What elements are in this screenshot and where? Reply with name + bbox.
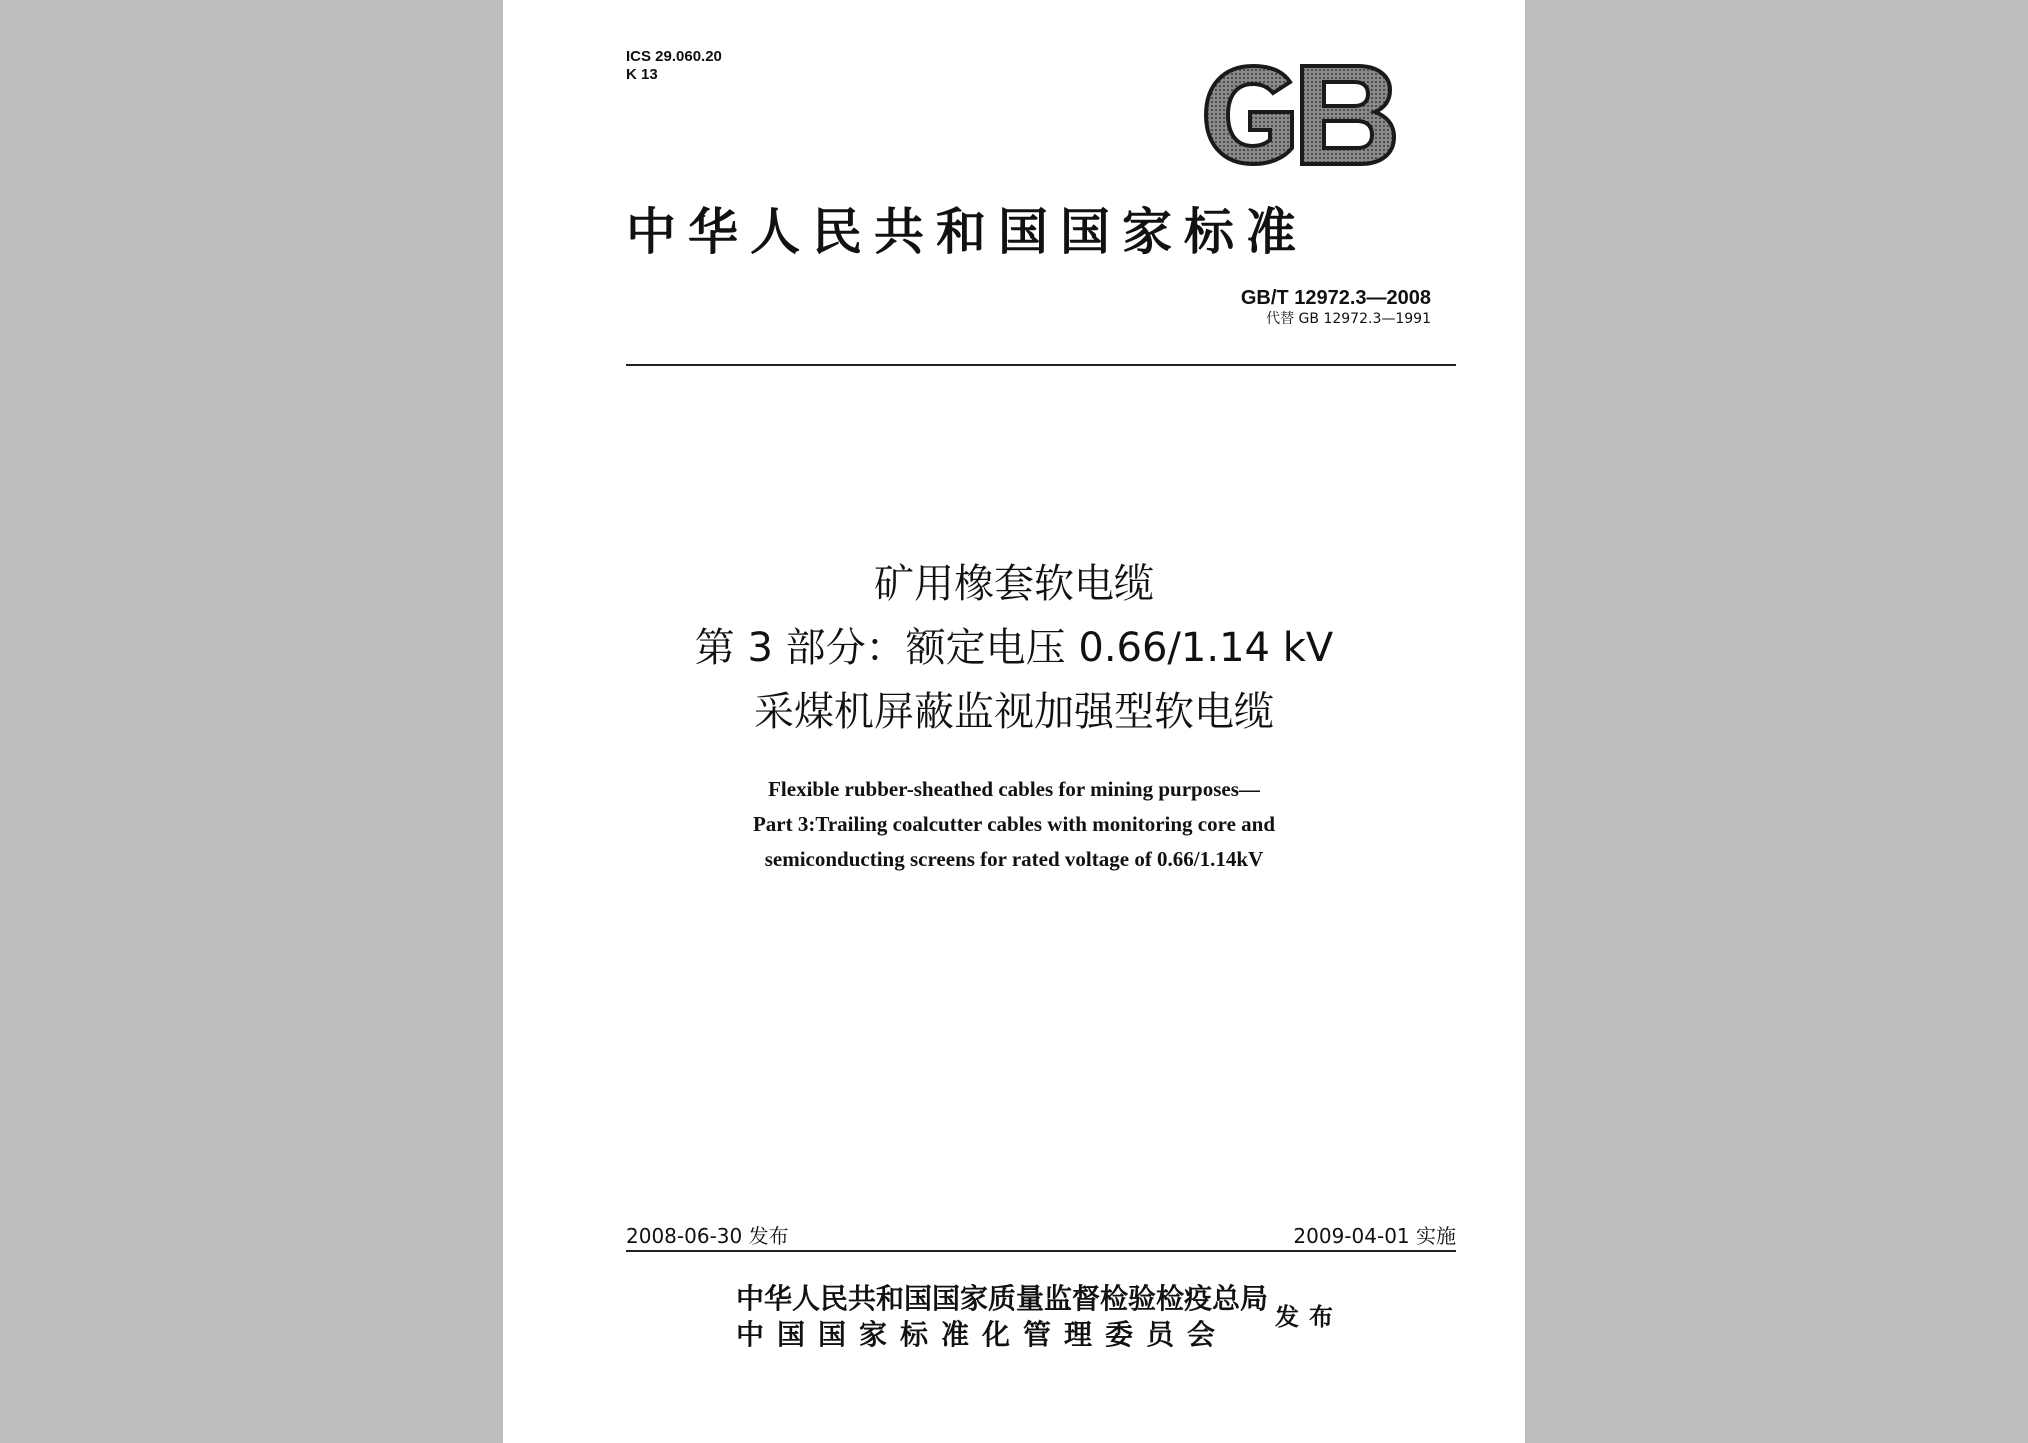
national-standard-title: 中华人民共和国国家标准 bbox=[626, 203, 1308, 261]
title-en-line2: Part 3:Trailing coalcutter cables with monitoring core and bbox=[752, 812, 1276, 836]
title-en-line3: semiconducting screens for rated voltage of 0.66/1.14kV bbox=[764, 847, 1264, 871]
title-english bbox=[503, 772, 1525, 877]
ics-code: ICS 29.060.20 bbox=[626, 48, 722, 65]
implementation-date: 2009-04-01 实施 bbox=[1293, 1224, 1456, 1248]
issuer-aqsiq: 中华人民共和国国家质量监督检验检疫总局 bbox=[736, 1282, 1269, 1315]
title-chinese bbox=[503, 552, 1525, 744]
publish-label: 发布 bbox=[1275, 1303, 1343, 1331]
issue-date: 2008-06-30 发布 bbox=[626, 1224, 789, 1248]
gb-logo bbox=[1198, 60, 1398, 170]
classification-codes bbox=[626, 48, 722, 84]
title-cn-line2: 第 3 部分：额定电压 0.66/1.14 kV bbox=[694, 625, 1334, 671]
issuer-sac: 中国国家标准化管理委员会 bbox=[736, 1318, 1229, 1351]
title-en-line1: Flexible rubber-sheathed cables for mining purposes— bbox=[768, 777, 1260, 801]
class-code: K 13 bbox=[626, 66, 658, 83]
title-cn-line1: 矿用橡套软电缆 bbox=[874, 561, 1154, 607]
issuing-authorities bbox=[736, 1281, 1268, 1353]
title-cn-line3: 采煤机屏蔽监视加强型软电缆 bbox=[754, 689, 1274, 735]
standard-number: GB/T 12972.3—2008 bbox=[1240, 287, 1431, 309]
bottom-divider bbox=[626, 1250, 1456, 1252]
document-page bbox=[503, 0, 1525, 1443]
replaces-note: 代替 GB 12972.3—1991 bbox=[1266, 311, 1431, 327]
top-divider bbox=[626, 364, 1456, 366]
standard-number-block bbox=[1241, 286, 1431, 328]
